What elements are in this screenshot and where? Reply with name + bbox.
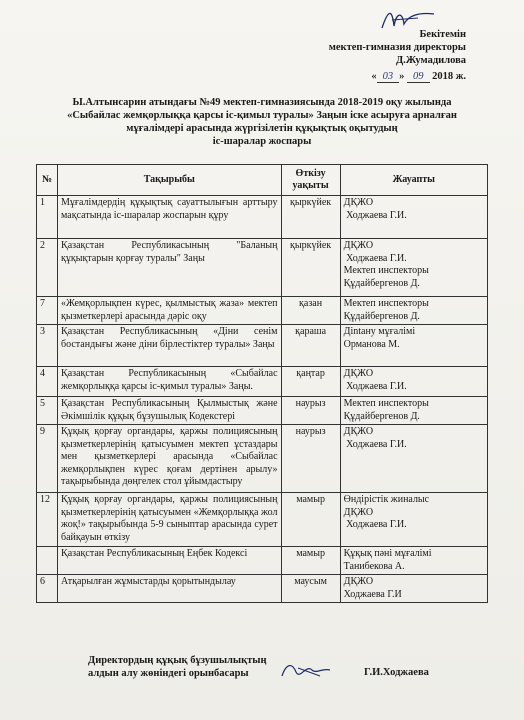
row-responsible (340, 325, 487, 367)
approval-director-name: Д.Жумадилова (395, 55, 466, 66)
header-time: Өткізу уақыты (281, 165, 340, 196)
row-number: 6 (37, 575, 58, 603)
row-topic: Қазақстан Республикасының «Діни сенім бостандығы және діни бірлестіктер туралы» Заңы (58, 325, 281, 367)
approval-date-year: 2018 ж. (432, 71, 466, 82)
responsible-line: ДҚЖО (343, 240, 374, 251)
row-topic: «Жемқорлықпен күрес, қылмыстық жаза» мектеп қызметкерлері арасында дәріс оқу (58, 297, 281, 325)
table-row (37, 367, 488, 397)
row-number: 9 (37, 425, 58, 493)
responsible-line: Мектеп инспекторы (343, 265, 429, 276)
row-time: наурыз (281, 425, 340, 493)
responsible-line: Құқық пәні мұғалімі (343, 548, 432, 559)
approval-position: мектеп-гимназия директоры (328, 42, 466, 53)
row-responsible (340, 196, 487, 239)
row-time: қыркүйек (281, 239, 340, 297)
approval-date-day: 03 (377, 71, 400, 83)
row-time: наурыз (281, 397, 340, 425)
responsible-line: Мектеп инспекторы (343, 398, 429, 409)
table-row (37, 575, 488, 603)
row-time: маусым (281, 575, 340, 603)
row-responsible (340, 575, 487, 603)
table-row (37, 239, 488, 297)
row-time: мамыр (281, 493, 340, 547)
table-body (37, 196, 488, 603)
responsible-line: Ходжаева Г.И. (343, 380, 407, 392)
approval-date-month: 09 (407, 71, 430, 83)
table-row (37, 297, 488, 325)
row-responsible (340, 239, 487, 297)
row-responsible (340, 493, 487, 547)
document-title: Ы.Алтынсарин атындағы №49 мектеп-гимназиясында 2018-2019 оқу жылында «Сыбайлас жемқорлыққа қарсы іс-қимыл туралы» Заңын іске асыруға арналған мұғалімдері арасында жүргізілетін құқықтық оқытудың іс-шаралар жоспары (67, 97, 457, 147)
header-number: № (37, 165, 58, 196)
responsible-line: Діntану мұғалімі (343, 326, 416, 337)
approval-date: « 03 » 09 2018 ж. (371, 71, 466, 82)
responsible-line: ДҚЖО (343, 576, 374, 587)
row-time: мамыр (281, 547, 340, 575)
deputy-name: Г.И.Ходжаева (364, 667, 429, 678)
table-header-row (37, 165, 488, 196)
responsible-line: Ходжаева Г.И. (343, 519, 407, 530)
table-row (37, 325, 488, 367)
responsible-line: ДҚЖО (343, 426, 374, 437)
row-topic: Атқарылған жұмыстарды қорытындылау (58, 575, 281, 603)
responsible-line: ДҚЖО (343, 368, 374, 379)
row-number: 4 (37, 367, 58, 397)
responsible-line: Ходжаева Г.И (343, 588, 402, 600)
plan-table (36, 164, 488, 603)
table-row (37, 425, 488, 493)
row-responsible (340, 397, 487, 425)
row-number: 1 (37, 196, 58, 239)
row-topic: Қазақстан Республикасының Еңбек Кодексі (58, 547, 281, 575)
row-time: қараша (281, 325, 340, 367)
row-number: 3 (37, 325, 58, 367)
responsible-line: ДҚЖО (343, 506, 374, 518)
row-topic: Қазақстан Республикасының Қылмыстық және Әкімшілік құқық бұзушылық Кодекстері (58, 397, 281, 425)
responsible-line: ДҚЖО (343, 197, 374, 208)
row-responsible (340, 547, 487, 575)
responsible-line: Өндірістік жиналыс (343, 494, 430, 505)
table-row (37, 493, 488, 547)
responsible-line: Құдайбергенов Д. (343, 310, 420, 322)
row-number: 7 (37, 297, 58, 325)
header-responsible: Жауапты (340, 165, 487, 196)
table-row (37, 547, 488, 575)
row-number: 12 (37, 493, 58, 547)
row-number: 2 (37, 239, 58, 297)
row-time: қазан (281, 297, 340, 325)
responsible-line: Құдайбергенов Д. (343, 410, 420, 422)
table-row (37, 196, 488, 239)
row-topic: Мұғалімдердің құқықтық сауаттылығын арттыру мақсатында іс-шаралар жоспарын құру (58, 196, 281, 239)
row-number: 5 (37, 397, 58, 425)
deputy-signature (278, 658, 334, 684)
row-responsible (340, 425, 487, 493)
row-topic: Құқық қорғау органдары, қаржы полициясының қызметкерлерінің қатысуымен мектеп ұстаздары мен қызметкерлері арасында «Сыбайлас жемқорлықпен күрес қоғам дертінен арылу» тақырыбында дөңгелек стол ұйымдастыру (58, 425, 281, 493)
responsible-line: Ходжаева Г.И. (343, 209, 407, 221)
row-topic: Қазақстан Республикасының «Сыбайлас жемқорлыққа қарсы іс-қимыл туралы» Заңы. (58, 367, 281, 397)
row-responsible (340, 297, 487, 325)
responsible-line: Танибекова А. (343, 560, 405, 572)
row-topic: Құқық қорғау органдары, қаржы полициясының қызметкерлерінің қатысуымен «Жемқорлыққа жол жоқ!» тақырыбында 5-9 сыныптар арасында сурет байқауын өткізу (58, 493, 281, 547)
responsible-line: Ходжаева Г.И. (343, 252, 407, 264)
table-row (37, 397, 488, 425)
row-time: қыркүйек (281, 196, 340, 239)
footer-position: Директордың құқық бұзушылықтың алдын алу жөніндегі орынбасары (88, 655, 267, 679)
approval-label: Бекітемін (419, 29, 466, 40)
header-topic: Тақырыбы (58, 165, 281, 196)
row-number (37, 547, 58, 575)
responsible-line: Орманова М. (343, 338, 400, 350)
responsible-line: Мектеп инспекторы (343, 298, 429, 309)
responsible-line: Ходжаева Г.И. (343, 438, 407, 450)
approval-block (329, 28, 466, 83)
row-time: қаңтар (281, 367, 340, 397)
row-responsible (340, 367, 487, 397)
responsible-line: Құдайбергенов Д. (343, 277, 420, 289)
row-topic: Қазақстан Республикасының "Баланың құқықтарын қорғау туралы" Заңы (58, 239, 281, 297)
